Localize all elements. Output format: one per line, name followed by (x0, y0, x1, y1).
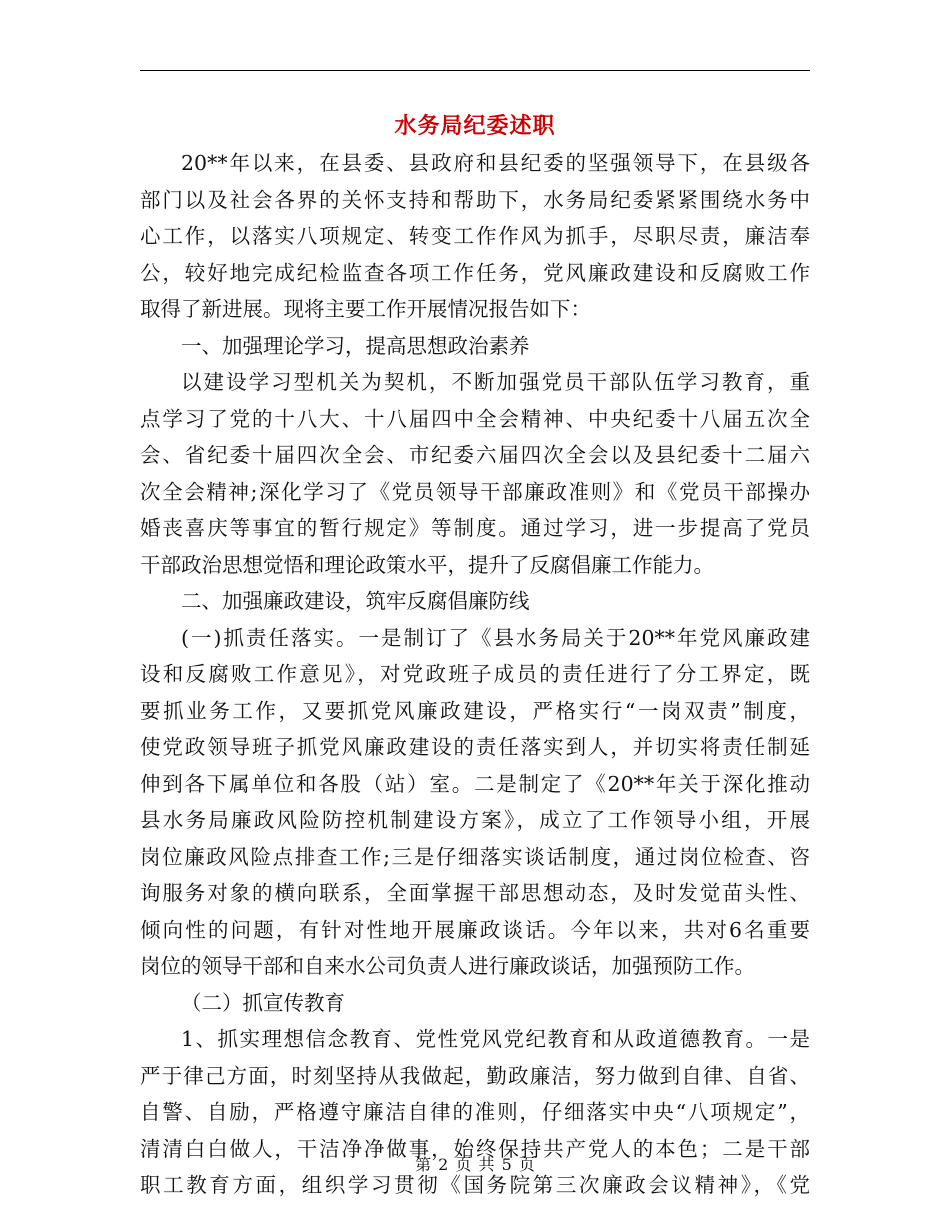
body-line: 婚丧喜庆等事宜的暂行规定》等制度。通过学习，进一步提高了党员 (140, 516, 810, 540)
body-line: 1、抓实理想信念教育、党性党风党纪教育和从政道德教育。一是 (181, 1027, 810, 1051)
body-line: 心工作，以落实八项规定、转变工作作风为抓手，尽职尽责，廉洁奉 (140, 224, 810, 248)
body-line: 次全会精神;深化学习了《党员领导干部廉政准则》和《党员干部操办 (140, 479, 810, 504)
body-line: 询服务对象的横向联系，全面掌握干部思想动态，及时发觉苗头性、 (140, 881, 810, 905)
body-line: 自警、自励，严格遵守廉洁自律的准则，仔细落实中央“八项规定”， (140, 1100, 810, 1124)
body-line: 以建设学习型机关为契机，不断加强党员干部队伍学习教育，重 (181, 370, 810, 394)
body-line: 职工教育方面，组织学习贯彻《国务院第三次廉政会议精神》，《党 (140, 1173, 810, 1197)
body-line: 岗位廉政风险点排查工作;三是仔细落实谈话制度，通过岗位检查、咨 (140, 844, 810, 869)
subsection-heading: （二）抓宣传教育 (181, 990, 345, 1015)
section-heading: 一、加强理论学习，提高思想政治素养 (181, 333, 530, 358)
body-line: 取得了新进展。现将主要工作开展情况报告如下： (140, 297, 591, 321)
document-body (140, 145, 810, 1204)
body-line: 县水务局廉政风险防控机制建设方案》，成立了工作领导小组，开展 (140, 808, 810, 832)
body-line: 公，较好地完成纪检监查各项工作任务，党风廉政建设和反腐败工作 (140, 260, 810, 285)
body-line: 部门以及社会各界的关怀支持和帮助下，水务局纪委紧紧围绕水务中 (140, 187, 810, 212)
body-line: 使党政领导班子抓党风廉政建设的责任落实到人，并切实将责任制延 (140, 735, 810, 759)
body-line: 严于律己方面，时刻坚持从我做起，勤政廉洁，努力做到自律、自省、 (140, 1063, 810, 1088)
body-line: 伸到各下属单位和各股（站）室。二是制定了《20**年关于深化推动 (140, 771, 810, 796)
body-line: 要抓业务工作，又要抓党风廉政建设，严格实行“一岗双责”制度， (140, 698, 810, 723)
section-heading: 二、加强廉政建设，筑牢反腐倡廉防线 (181, 589, 530, 613)
header-rule (140, 70, 810, 71)
body-line: 岗位的领导干部和自来水公司负责人进行廉政谈话，加强预防工作。 (140, 954, 755, 978)
body-line: 设和反腐败工作意见》，对党政班子成员的责任进行了分工界定，既 (140, 662, 810, 686)
body-line: 干部政治思想觉悟和理论政策水平，提升了反腐倡廉工作能力。 (140, 552, 714, 577)
body-line: 清清白白做人，干洁净净做事，始终保持共产党人的本色；二是干部 (140, 1136, 810, 1161)
document-title: 水务局纪委述职 (394, 113, 556, 139)
body-line: 倾向性的问题，有针对性地开展廉政谈话。今年以来，共对6名重要 (140, 917, 810, 942)
body-line: 点学习了党的十八大、十八届四中全会精神、中央纪委十八届五次全 (140, 406, 810, 431)
body-line: 会、省纪委十届四次全会、市纪委六届四次全会以及县纪委十二届六 (140, 443, 810, 467)
body-line: 20**年以来，在县委、县政府和县纪委的坚强领导下，在县级各 (181, 151, 810, 175)
body-line: (一)抓责任落实。一是制订了《县水务局关于20**年党风廉政建 (181, 625, 810, 650)
page-indicator: 第 2 页 共 5 页 (415, 1155, 535, 1174)
